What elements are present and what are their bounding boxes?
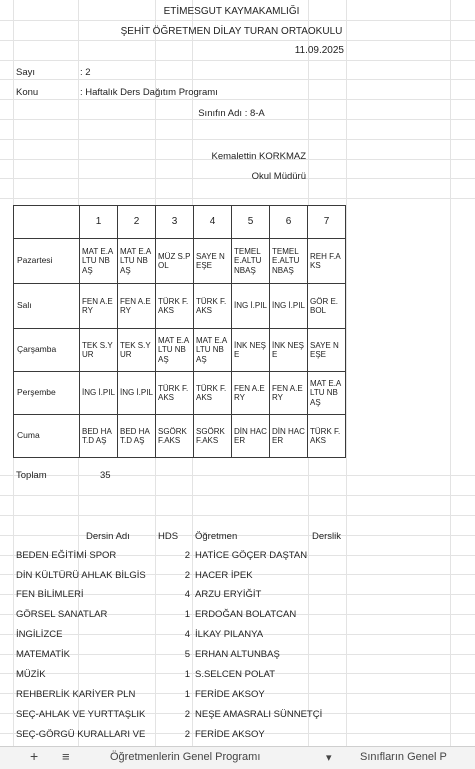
- day-label[interactable]: Pazartesi: [14, 239, 80, 284]
- school-title: ŞEHİT ÖĞRETMEN DİLAY TURAN ORTAOKULU: [120, 26, 343, 37]
- lesson-cell[interactable]: FEN A.ERY: [80, 284, 118, 329]
- course-hours: 2: [184, 570, 190, 581]
- course-name: REHBERLİK KARİYER PLN: [16, 689, 136, 700]
- ministry-title: ETİMESGUT KAYMAKAMLIĞI: [163, 6, 300, 17]
- sayi-label: Sayı: [16, 67, 36, 78]
- course-teacher: NEŞE AMASRALI SÜNNETÇİ: [195, 709, 323, 720]
- schedule-corner-cell[interactable]: [14, 206, 80, 239]
- course-name: MATEMATİK: [16, 649, 71, 660]
- lesson-cell[interactable]: REH F.AKS: [308, 239, 346, 284]
- grid-line: [0, 79, 475, 80]
- lesson-cell[interactable]: MAT E.ALTU NBAŞ: [308, 372, 346, 415]
- menu-icon[interactable]: ≡: [62, 749, 70, 764]
- lesson-cell[interactable]: DİN HACER: [232, 415, 270, 458]
- day-label[interactable]: Cuma: [14, 415, 80, 458]
- schedule-row-sali: [14, 284, 346, 329]
- lesson-cell[interactable]: İNK NEŞE: [270, 329, 308, 372]
- course-teacher: S.SELCEN POLAT: [195, 669, 276, 680]
- course-hours: 1: [184, 609, 190, 620]
- period-header[interactable]: 4: [194, 206, 232, 239]
- course-name: SEÇ-AHLAK VE YURTTAŞLIK: [16, 709, 146, 720]
- grid-line: [0, 495, 475, 496]
- period-header[interactable]: 5: [232, 206, 270, 239]
- grid-line: [0, 139, 475, 140]
- course-hours: 4: [184, 589, 190, 600]
- course-teacher: FERİDE AKSOY: [195, 689, 265, 700]
- course-hours: 1: [184, 689, 190, 700]
- day-label[interactable]: Perşembe: [14, 372, 80, 415]
- lesson-cell[interactable]: SGÖRK F.AKS: [194, 415, 232, 458]
- schedule-row-persembe: [14, 372, 346, 415]
- sheet-tab-bar: [0, 746, 475, 769]
- sheet-tab-teachers[interactable]: Öğretmenlerin Genel Programı: [110, 751, 261, 763]
- course-name: BEDEN EĞİTİMİ SPOR: [16, 550, 117, 561]
- courses-header-room: Derslik: [312, 531, 342, 542]
- lesson-cell[interactable]: BED HAT.D AŞ: [80, 415, 118, 458]
- course-teacher: ARZU ERYİĞİT: [195, 589, 262, 600]
- total-label: Toplam: [16, 470, 47, 481]
- period-header[interactable]: 1: [80, 206, 118, 239]
- course-teacher: FERİDE AKSOY: [195, 729, 265, 740]
- weekly-schedule-table: [13, 205, 346, 458]
- lesson-cell[interactable]: MAT E.ALTU NBAŞ: [118, 239, 156, 284]
- lesson-cell[interactable]: TÜRK F.AKS: [194, 284, 232, 329]
- principal-title: Okul Müdürü: [251, 171, 306, 182]
- day-label[interactable]: Salı: [14, 284, 80, 329]
- lesson-cell[interactable]: İNG İ.PIL: [232, 284, 270, 329]
- grid-line: [0, 535, 475, 536]
- day-label[interactable]: Çarşamba: [14, 329, 80, 372]
- lesson-cell[interactable]: MAT E.ALTU NBAŞ: [194, 329, 232, 372]
- chevron-down-icon[interactable]: ▾: [326, 752, 332, 764]
- sayi-value: : 2: [80, 67, 91, 78]
- course-name: SEÇ-GÖRGÜ KURALLARI VE: [16, 729, 146, 740]
- lesson-cell[interactable]: İNG İ.PIL: [270, 284, 308, 329]
- grid-line: [0, 60, 475, 61]
- class-name: Sınıfın Adı : 8-A: [198, 108, 265, 119]
- lesson-cell[interactable]: FEN A.ERY: [232, 372, 270, 415]
- lesson-cell[interactable]: TÜRK F.AKS: [156, 372, 194, 415]
- grid-line: [0, 198, 475, 199]
- course-name: MÜZİK: [16, 669, 46, 680]
- lesson-cell[interactable]: TEMEL E.ALTU NBAŞ: [270, 239, 308, 284]
- course-teacher: ERDOĞAN BOLATCAN: [195, 609, 297, 620]
- add-sheet-button[interactable]: +: [30, 748, 39, 764]
- course-teacher: HACER İPEK: [195, 570, 253, 581]
- lesson-cell[interactable]: MAT E.ALTU NBAŞ: [156, 329, 194, 372]
- courses-header-teacher: Öğretmen: [195, 531, 238, 542]
- lesson-cell[interactable]: DİN HACER: [270, 415, 308, 458]
- schedule-header-row: [14, 206, 346, 239]
- course-name: GÖRSEL SANATLAR: [16, 609, 108, 620]
- lesson-cell[interactable]: SGÖRK F.AKS: [156, 415, 194, 458]
- course-name: DİN KÜLTÜRÜ AHLAK BİLGİS: [16, 570, 146, 581]
- lesson-cell[interactable]: MÜZ S.POL: [156, 239, 194, 284]
- course-hours: 4: [184, 629, 190, 640]
- course-hours: 2: [184, 709, 190, 720]
- lesson-cell[interactable]: SAYE NEŞE: [308, 329, 346, 372]
- lesson-cell[interactable]: TEMEL E.ALTU NBAŞ: [232, 239, 270, 284]
- principal-name: Kemalettin KORKMAZ: [211, 151, 306, 162]
- grid-line: [0, 515, 475, 516]
- grid-line: [0, 475, 475, 476]
- konu-value: : Haftalık Ders Dağıtım Programı: [80, 87, 218, 98]
- lesson-cell[interactable]: BED HAT.D AŞ: [118, 415, 156, 458]
- lesson-cell[interactable]: İNK NEŞE: [232, 329, 270, 372]
- schedule-row-carsamba: [14, 329, 346, 372]
- course-teacher: İLKAY PILANYA: [195, 629, 264, 640]
- grid-line: [0, 99, 475, 100]
- lesson-cell[interactable]: MAT E.ALTU NBAŞ: [80, 239, 118, 284]
- course-hours: 2: [184, 550, 190, 561]
- document-date: 11.09.2025: [294, 45, 344, 56]
- courses-header-hours: HDS: [158, 531, 179, 542]
- lesson-cell[interactable]: İNG İ.PIL: [80, 372, 118, 415]
- lesson-cell[interactable]: TÜRK F.AKS: [308, 415, 346, 458]
- lesson-cell[interactable]: TEK S.YUR: [118, 329, 156, 372]
- lesson-cell[interactable]: TEK S.YUR: [80, 329, 118, 372]
- period-header[interactable]: 2: [118, 206, 156, 239]
- period-header[interactable]: 3: [156, 206, 194, 239]
- lesson-cell[interactable]: FEN A.ERY: [118, 284, 156, 329]
- course-teacher: HATİCE GÖÇER DAŞTAN: [195, 550, 308, 561]
- course-hours: 5: [184, 649, 190, 660]
- schedule-row-pazartesi: [14, 239, 346, 284]
- lesson-cell[interactable]: TÜRK F.AKS: [156, 284, 194, 329]
- total-value: 35: [100, 470, 111, 481]
- konu-label: Konu: [16, 87, 39, 98]
- schedule-row-cuma: [14, 415, 346, 458]
- course-teacher: ERHAN ALTUNBAŞ: [195, 649, 280, 660]
- lesson-cell[interactable]: TÜRK F.AKS: [194, 372, 232, 415]
- course-hours: 1: [184, 669, 190, 680]
- course-hours: 2: [184, 729, 190, 740]
- grid-line: [0, 40, 475, 41]
- sheet-tab-classes[interactable]: Sınıfların Genel P: [360, 751, 447, 763]
- course-name: FEN BİLİMLERİ: [16, 589, 84, 600]
- lesson-cell[interactable]: İNG İ.PIL: [118, 372, 156, 415]
- course-name: İNGİLİZCE: [16, 629, 63, 640]
- grid-line: [0, 20, 475, 21]
- lesson-cell[interactable]: GÖR E.BOL: [308, 284, 346, 329]
- courses-header-name: Dersin Adı: [86, 531, 130, 542]
- period-header[interactable]: 6: [270, 206, 308, 239]
- lesson-cell[interactable]: FEN A.ERY: [270, 372, 308, 415]
- period-header[interactable]: 7: [308, 206, 346, 239]
- lesson-cell[interactable]: SAYE NEŞE: [194, 239, 232, 284]
